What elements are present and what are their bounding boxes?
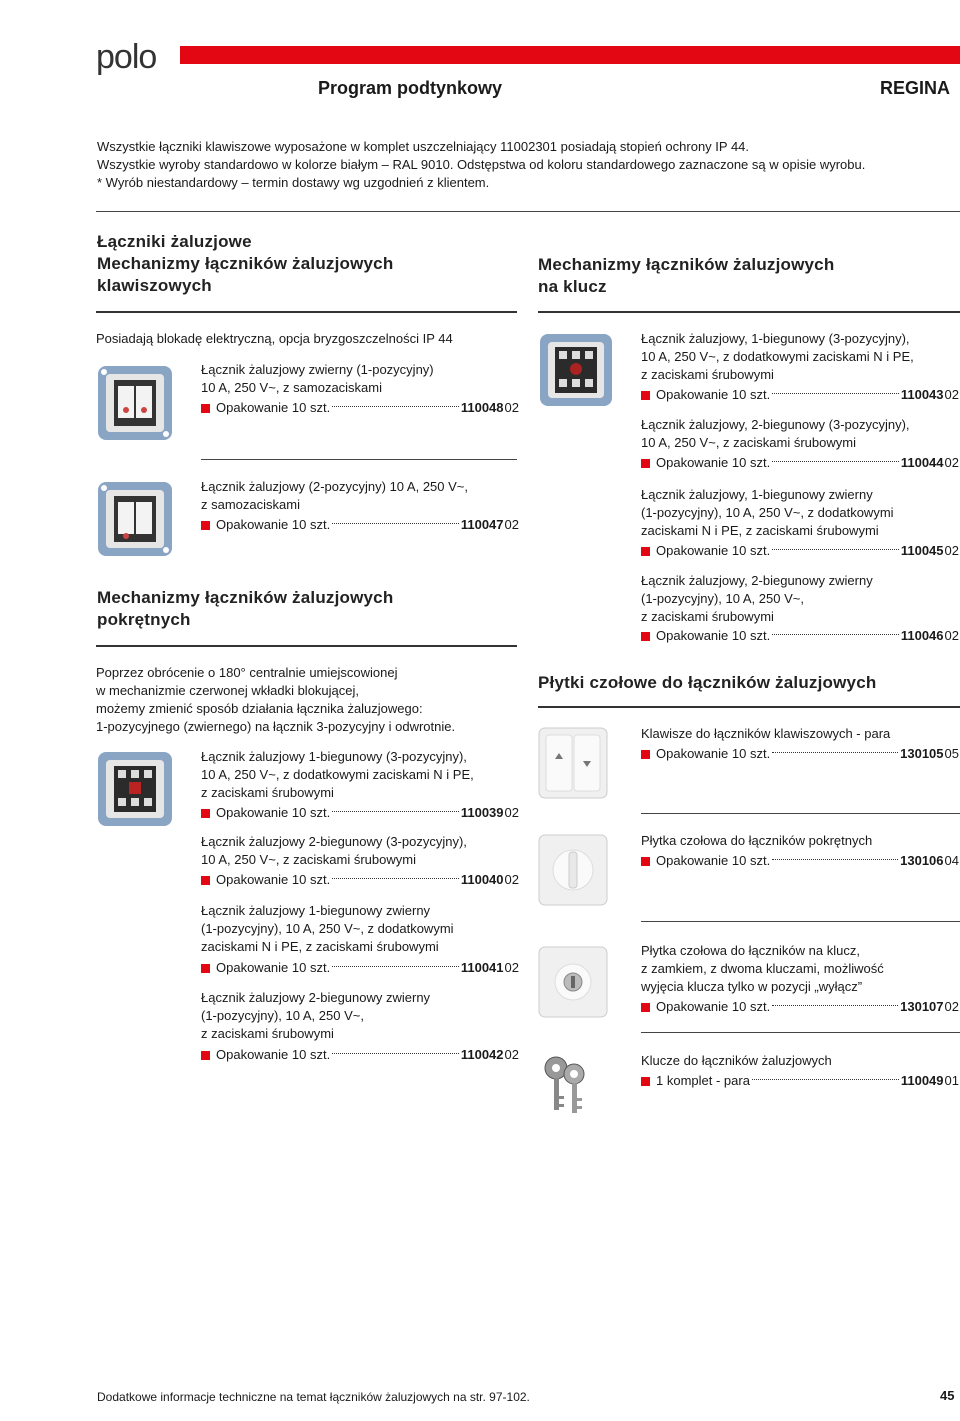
order-line: Opakowanie 10 szt. 130105 05: [641, 745, 959, 763]
left-section2-desc: Poprzez obrócenie o 180° centralnie umiejscowionej w mechanizmie czerwonej wkładki blokującej, możemy zmienić sposób działania łącznika żaluzjowego: 1-pozycyjnego (zwiernego) na łącznik 3-pozycyjny i odwrotnie.: [96, 665, 456, 734]
rocker-switch-mechanism-image: [96, 364, 174, 442]
product-code: 110042: [460, 1047, 504, 1062]
bullet-square-icon: [641, 1003, 650, 1012]
product-code: 110045: [900, 543, 944, 558]
order-line: Opakowanie 10 szt. 110047 02: [201, 516, 519, 534]
left-section1-title: Łączniki żaluzjowe Mechanizmy łączników żaluzjowych klawiszowych: [97, 232, 394, 295]
brand-name: REGINA: [880, 78, 951, 98]
product-item: Łącznik żaluzjowy, 1-biegunowy zwierny (1-pozycyjny), 10 A, 250 V~, z dodatkowymi zaciskami N i PE, z zaciskami śrubowymi: [641, 487, 894, 538]
product-item: Płytka czołowa do łączników pokrętnych: [641, 833, 873, 848]
product-item: Łącznik żaluzjowy, 2-biegunowy zwierny (1-pozycyjny), 10 A, 250 V~, z zaciskami śrubowymi: [641, 573, 873, 624]
order-line: Opakowanie 10 szt. 110039 02: [201, 804, 519, 822]
product-item: Łącznik żaluzjowy 2-biegunowy zwierny (1-pozycyjny), 10 A, 250 V~, z zaciskami śrubowymi: [201, 990, 431, 1041]
product-code: 110043: [900, 387, 944, 402]
rotary-switch-mechanism-image: [96, 750, 174, 828]
bullet-square-icon: [201, 809, 210, 818]
product-item: Łącznik żaluzjowy zwierny (1-pozycyjny) 10 A, 250 V~, z samozaciskami: [201, 362, 434, 395]
product-code: 110041: [460, 960, 504, 975]
right-section1-title: Mechanizmy łączników żaluzjowych na klucz: [538, 255, 835, 296]
bullet-square-icon: [201, 1051, 210, 1060]
divider: [201, 459, 517, 460]
product-code: 130106: [900, 853, 944, 868]
left-section1-desc: Posiadają blokadę elektryczną, opcja bryzgoszczelności IP 44: [96, 331, 453, 346]
divider: [641, 813, 960, 814]
divider: [641, 1032, 960, 1033]
footer-note: Dodatkowe informacje techniczne na temat łączników żaluzjowych na str. 97-102.: [97, 1390, 530, 1404]
product-code: 130105: [900, 746, 944, 761]
order-line: Opakowanie 10 szt. 110048 02: [201, 399, 519, 417]
order-line: Opakowanie 10 szt. 110046 02: [641, 627, 959, 645]
bullet-square-icon: [641, 750, 650, 759]
rocker-keys-cover-image: [538, 727, 608, 799]
order-line: Opakowanie 10 szt. 130106 04: [641, 852, 959, 870]
order-line: Opakowanie 10 szt. 110042 02: [201, 1046, 519, 1064]
intro-text: [97, 138, 865, 192]
product-item: Łącznik żaluzjowy 2-biegunowy (3-pozycyjny), 10 A, 250 V~, z zaciskami śrubowymi: [201, 834, 467, 867]
key-switch-mechanism-image: [538, 332, 614, 408]
bullet-square-icon: [201, 404, 210, 413]
divider: [641, 921, 960, 922]
keys-image: [538, 1052, 592, 1116]
bullet-square-icon: [641, 632, 650, 641]
divider: [96, 645, 517, 647]
order-line: Opakowanie 10 szt. 110044 02: [641, 454, 959, 472]
bullet-square-icon: [641, 547, 650, 556]
intro-line: Wszystkie wyroby standardowo w kolorze białym – RAL 9010. Odstępstwa od koloru standardowego zaznaczone są w opisie wyrobu.: [97, 157, 866, 172]
order-line: Opakowanie 10 szt. 110040 02: [201, 871, 519, 889]
order-line: 1 komplet - para 110049 01: [641, 1072, 959, 1090]
intro-line: * Wyrób niestandardowy – termin dostawy wg uzgodnień z klientem.: [97, 175, 490, 190]
divider: [96, 311, 517, 313]
product-code: 110047: [460, 517, 504, 532]
product-code: 110049: [900, 1073, 944, 1088]
divider: [538, 706, 960, 708]
product-item: Klawisze do łączników klawiszowych - para: [641, 726, 891, 741]
divider: [538, 311, 960, 313]
product-item: Łącznik żaluzjowy, 1-biegunowy (3-pozycyjny), 10 A, 250 V~, z dodatkowymi zaciskami N i PE, z zaciskami śrubowymi: [641, 331, 914, 382]
bullet-square-icon: [641, 857, 650, 866]
order-line: Opakowanie 10 szt. 110043 02: [641, 386, 959, 404]
bullet-square-icon: [641, 391, 650, 400]
intro-line: Wszystkie łączniki klawiszowe wyposażone w komplet uszczelniający 11002301 posiadają stopień ochrony IP 44.: [97, 139, 750, 154]
right-section2-title: Płytki czołowe do łączników żaluzjowych: [538, 673, 877, 692]
page-title: Program podtynkowy: [318, 78, 503, 98]
product-item: Płytka czołowa do łączników na klucz, z zamkiem, z dwoma kluczami, możliwość wyjęcia klucza tylko w pozycji „wyłącz”: [641, 943, 884, 994]
left-section2-title: Mechanizmy łączników żaluzjowych pokrętnych: [97, 588, 394, 629]
product-item: Łącznik żaluzjowy (2-pozycyjny) 10 A, 250 V~, z samozaciskami: [201, 479, 468, 512]
product-code: 110044: [900, 455, 944, 470]
polo-logo: polo: [96, 38, 157, 76]
product-code: 110046: [900, 628, 944, 643]
rotary-cover-plate-image: [538, 834, 608, 906]
product-item: Klucze do łączników żaluzjowych: [641, 1053, 832, 1068]
bullet-square-icon: [641, 459, 650, 468]
header-red-bar: [180, 46, 960, 64]
bullet-square-icon: [641, 1077, 650, 1086]
product-code: 110039: [460, 805, 504, 820]
order-line: Opakowanie 10 szt. 110041 02: [201, 959, 519, 977]
product-item: Łącznik żaluzjowy 1-biegunowy (3-pozycyjny), 10 A, 250 V~, z dodatkowymi zaciskami N i PE, z zaciskami śrubowymi: [201, 749, 474, 800]
product-code: 110048: [460, 400, 504, 415]
page-number: 45: [940, 1388, 955, 1403]
product-code: 110040: [460, 872, 504, 887]
bullet-square-icon: [201, 876, 210, 885]
order-line: Opakowanie 10 szt. 130107 02: [641, 998, 959, 1016]
divider: [96, 211, 960, 212]
product-item: Łącznik żaluzjowy 1-biegunowy zwierny (1-pozycyjny), 10 A, 250 V~, z dodatkowymi zaciskami N i PE, z zaciskami śrubowymi: [201, 903, 454, 954]
product-item: Łącznik żaluzjowy, 2-biegunowy (3-pozycyjny), 10 A, 250 V~, z zaciskami śrubowymi: [641, 417, 910, 450]
order-line: Opakowanie 10 szt. 110045 02: [641, 542, 959, 560]
key-lock-cover-plate-image: [538, 946, 608, 1018]
rocker-switch-mechanism-image: [96, 480, 174, 558]
bullet-square-icon: [201, 964, 210, 973]
product-code: 130107: [900, 999, 944, 1014]
bullet-square-icon: [201, 521, 210, 530]
